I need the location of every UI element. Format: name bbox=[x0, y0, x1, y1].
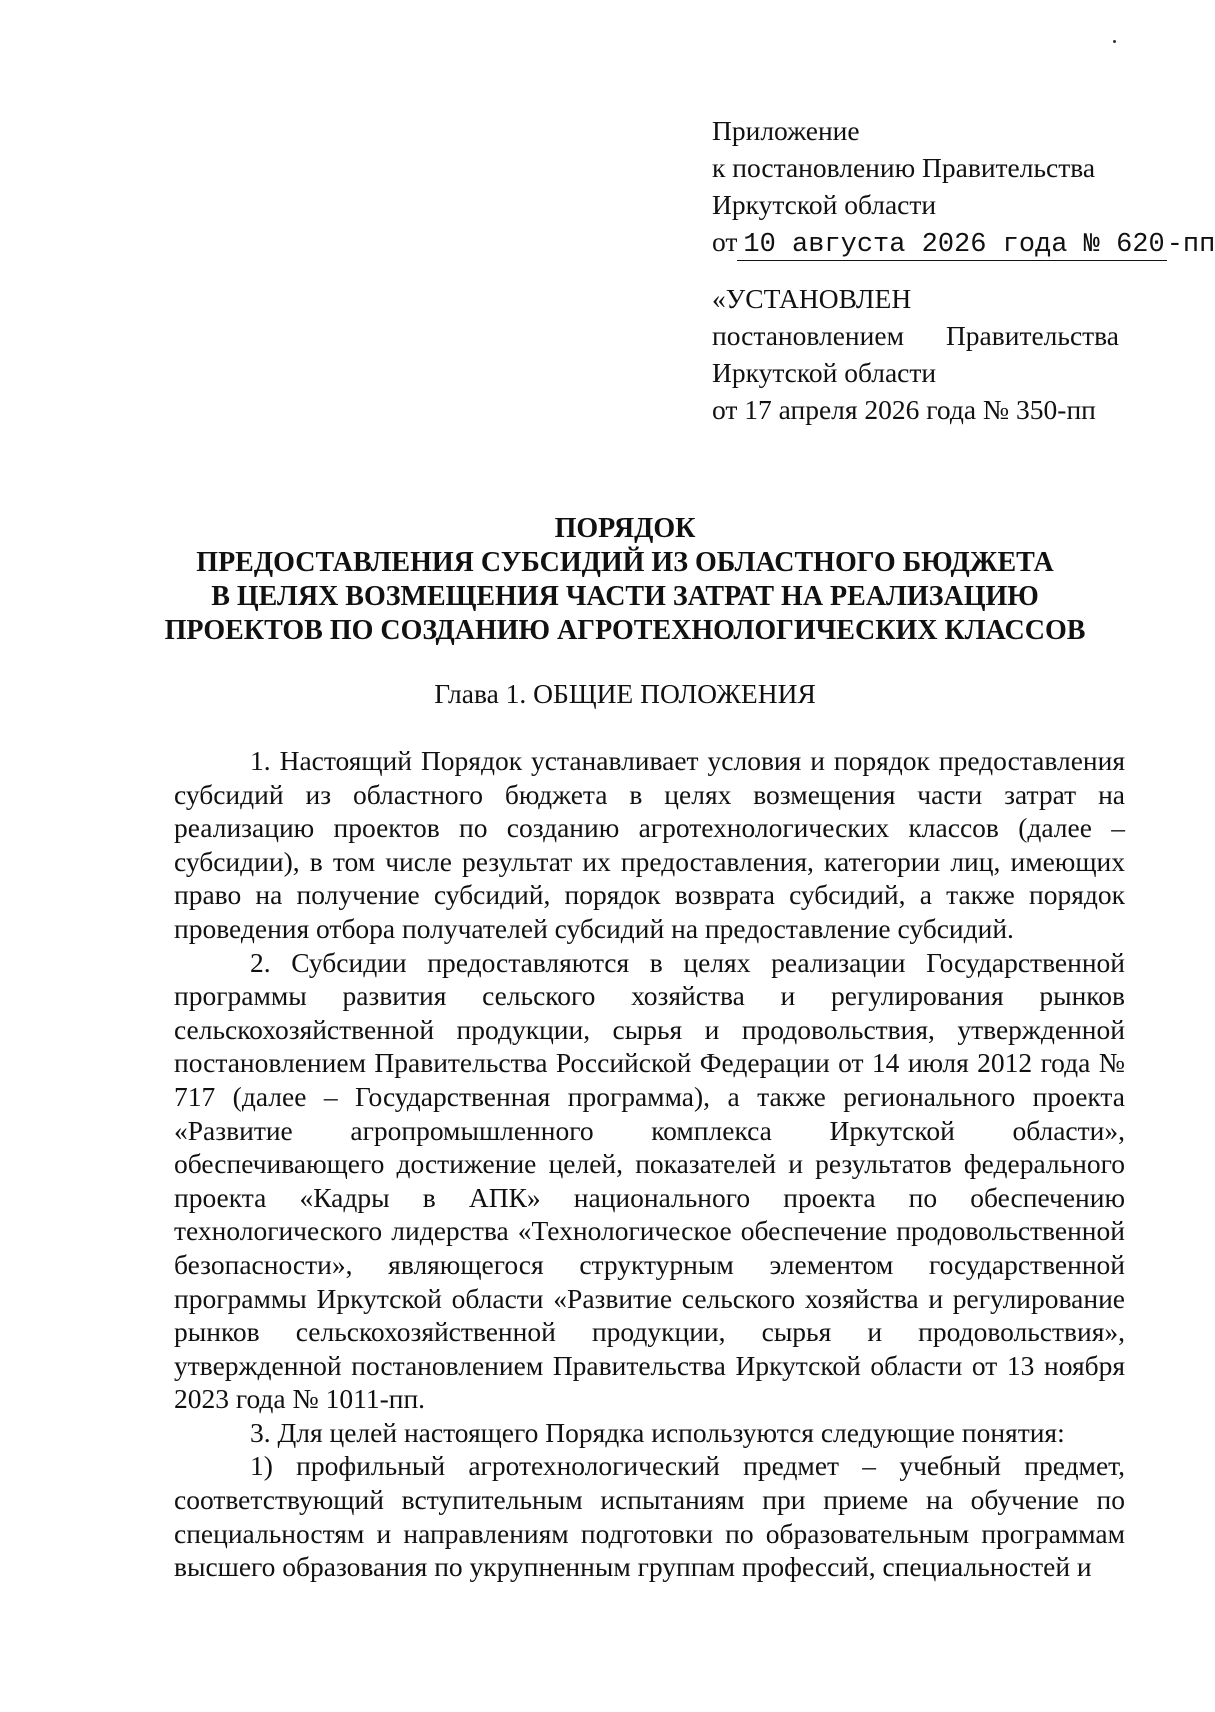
title-line-1: ПОРЯДОК bbox=[554, 513, 696, 544]
approved-line-2b: Правительства bbox=[945, 320, 1119, 351]
scan-speck bbox=[1113, 40, 1116, 43]
document-title bbox=[150, 512, 1100, 648]
appendix-line-3: Иркутской области bbox=[712, 189, 937, 220]
approved-line-2a: постановлением bbox=[712, 320, 904, 351]
approved-line-1: «УСТАНОВЛЕН bbox=[712, 283, 912, 314]
appendix-date-suffix: -пп bbox=[1166, 230, 1215, 260]
approved-line-2 bbox=[712, 317, 1119, 354]
appendix-line-1: Приложение bbox=[712, 115, 860, 146]
appendix-header bbox=[712, 112, 1215, 264]
document-body bbox=[174, 744, 1125, 1584]
paragraph-2: 2. Субсидии предоставляются в целях реализации Государственной программы развития сельского хозяйства и регулирования рынков сельскохозяйственной продукции, сырья и продовольствия, утвержденной постановлением Правительства Российской Федерации от 14 июля 2012 года № 717 (далее – Государственная программа), а также регионального проекта «Развитие агропромышленного комплекса Иркутской области», обеспечивающего достижение целей, показателей и результатов федерального проекта «Кадры в АПК» национального проекта по обеспечению технологического лидерства «Технологическое обеспечение продовольственной безопасности», являющегося структурным элементом государственной программы Иркутской области «Развитие сельского хозяйства и регулирование рынков сельскохозяйственной продукции, сырья и продовольствия», утвержденной постановлением Правительства Иркутской области от 13 ноября 2023 года № 1011-пп. bbox=[174, 946, 1125, 1415]
appendix-line-2: к постановлению Правительства bbox=[712, 152, 1096, 183]
chapter-heading: Глава 1. ОБЩИЕ ПОЛОЖЕНИЯ bbox=[434, 678, 816, 709]
appendix-date-line bbox=[712, 223, 1215, 264]
paragraph-1: 1. Настоящий Порядок устанавливает условия и порядок предоставления субсидий из областного бюджета в целях возмещения части затрат на реализацию проектов по созданию агротехнологических классов (далее – субсидии), в том числе результат их предоставления, категории лиц, имеющих право на получение субсидий, порядок возврата субсидий, а также порядок проведения отбора получателей субсидий на предоставление субсидий. bbox=[174, 745, 1125, 944]
approved-line-4: от 17 апреля 2026 года № 350-пп bbox=[712, 394, 1096, 425]
paragraph-4: 1) профильный агротехнологический предмет – учебный предмет, соответствующий вступительным испытаниям при приеме на обучение по специальностям и направлениям подготовки по образовательным программам высшего образования по укрупненным группам профессий, специальностей и bbox=[174, 1450, 1125, 1583]
title-line-4: ПРОЕКТОВ ПО СОЗДАНИЮ АГРОТЕХНОЛОГИЧЕСКИХ КЛАССОВ bbox=[164, 615, 1086, 646]
title-line-3: В ЦЕЛЯХ ВОЗМЕЩЕНИЯ ЧАСТИ ЗАТРАТ НА РЕАЛИЗАЦИЮ bbox=[211, 581, 1039, 612]
appendix-date-prefix: от bbox=[712, 226, 738, 257]
paragraph-3: 3. Для целей настоящего Порядка используются следующие понятия: bbox=[250, 1416, 1065, 1448]
appendix-date-filled: 10 августа 2026 года № 620 bbox=[737, 230, 1166, 261]
title-line-2: ПРЕДОСТАВЛЕНИЯ СУБСИДИЙ ИЗ ОБЛАСТНОГО БЮДЖЕТА bbox=[196, 547, 1054, 578]
approved-stamp bbox=[712, 280, 1132, 428]
approved-line-3: Иркутской области bbox=[712, 357, 937, 388]
